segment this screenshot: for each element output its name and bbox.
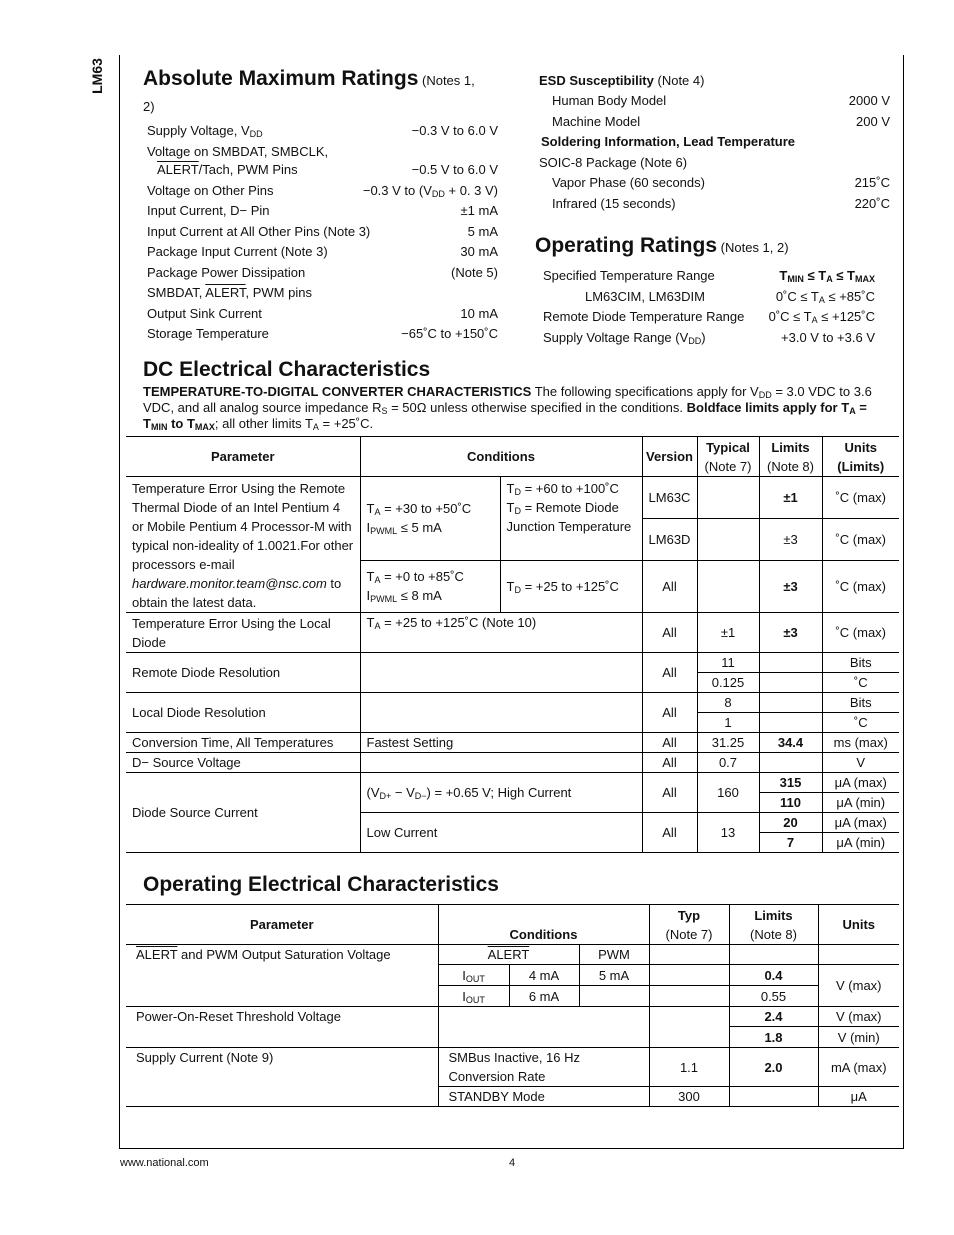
abs-max-heading [143,66,483,120]
esd-heading: ESD Susceptibility (Note 4) [539,73,705,88]
table-row: Supply Current (Note 9) SMBus Inactive, 16 Hz Conversion Rate 1.1 2.0 mA (max) [126,1048,899,1087]
solder-heading: Soldering Information, Lead Temperature [541,134,796,149]
table-row: Conversion Time, All Temperatures Fastest Setting All 31.25 34.4 ms (max) [126,733,899,753]
table-row: ALERT and PWM Output Saturation Voltage ALERT PWM [126,945,899,965]
table-row: 0.125 ˚C [126,673,899,693]
abs-max-title: Absolute Maximum Ratings [143,67,419,90]
spec-row: LM63CIM, LM63DIM 0˚C ≤ $T_A$ ≤ +85˚C [585,289,875,305]
spec-row: Vapor Phase (60 seconds) 215˚C [552,175,890,190]
spec-row: Output Sink Current 10 mA [147,306,498,321]
table-row: STANDBY Mode 300 μA [126,1087,899,1107]
table-row: $I_{OUT}$ 6 mA 0.55 [126,986,899,1007]
dc-intro: TEMPERATURE-TO-DIGITAL CONVERTER CHARACTERISTICS The following specifications apply for $V_{DD} = 3.0$ VDC to 3.6 VDC, and all analog source impedance $R_S = 50\Omega$ unless otherwise specified in the conditions. Boldface limits apply for $T_A = T_{MIN}$ to $T_{MAX}$; all other limits $T_A$ = +25˚C. [143,384,872,432]
spec-row: SMBDAT, ALERT, PWM pins [147,285,312,300]
page-number: 4 [509,1157,516,1169]
spec-row: Human Body Model 2000 V [552,93,890,108]
spec-row: Voltage on Other Pins −0.3 V to ($V_{DD} + 0$. 3 V) [147,183,498,199]
spec-row: Infrared (15 seconds) 220˚C [552,196,890,211]
spec-row: Storage Temperature −65˚C to +150˚C [147,326,498,341]
table-row: Temperature Error Using the Local Diode $T_A = +25$ to +125˚C (Note 10) All ±1 ±3 ˚C (max) [126,613,899,653]
table-row: Power-On-Reset Threshold Voltage 2.4 V (max) [126,1007,899,1027]
oec-title: Operating Electrical Characteristics [143,873,499,896]
table-row: Remote Diode Resolution All 11 Bits [126,653,899,673]
spec-row: Supply Voltage Range $(V_{DD})$ +3.0 V to +3.6 V [543,330,875,346]
spec-row: Voltage on SMBDAT, SMBCLK, [147,144,329,159]
dc-title: DC Electrical Characteristics [143,358,431,381]
table-row: $I_{OUT}$ 4 mA 5 mA 0.4 V (max) [126,965,899,986]
table-row: 1.8 V (min) [126,1027,899,1048]
side-label: LM63 [88,58,105,94]
table-row: D− Source Voltage All 0.7 V [126,753,899,773]
table-header-row: Parameter Conditions Version Typical (Note 7) Limits (Note 8) Units (Limits) [126,437,899,477]
spec-row: Package Power Dissipation (Note 5) [147,265,498,280]
spec-row: Machine Model 200 V [552,114,890,129]
oec-table [126,904,899,1107]
table-row: 110 μA (min) [126,793,899,813]
spec-row: Remote Diode Temperature Range 0˚C ≤ $T_A$ ≤ +125˚C [543,309,875,325]
spec-row: Input Current at All Other Pins (Note 3) 5 mA [147,224,498,239]
solder-sub: SOIC-8 Package (Note 6) [539,155,688,170]
table-row: $T_A = +0$ to +85˚C $I_{PWML} \le 8$ mA $T_D = +25$ to +125˚C All ±3 ˚C (max) [126,560,899,612]
abs-max-notes: (Notes 1, 2) [143,73,475,114]
table-row: Temperature Error Using the Remote Thermal Diode of an Intel Pentium 4 or Mobile Pentium 4 Processor-M with typical non-ideality of 1.0021.For other processors e-mail hardware.monitor.team@nsc.com to obtain the latest data. $T_A = +30$ to +50˚C $I_{PWML} \le 5$ mA $T_D = +60$ to +100˚C $T_D$ = Remote Diode Junction Temperature LM63C ±1 ˚C (max) [126,477,899,519]
table-row: Low Current All 13 20 μA (max) [126,813,899,833]
spec-row: Specified Temperature Range $T_{MIN} \le T_A \le T_{MAX}$ [543,268,875,284]
table-row: 7 μA (min) [126,833,899,853]
table-header-row: Parameter Conditions Typ (Note 7) Limits (Note 8) Units [126,905,899,945]
dc-table [126,436,899,853]
op-ratings-title: Operating Ratings [535,234,718,257]
spec-row: Input Current, D− Pin ±1 mA [147,203,498,218]
spec-row: ALERT/Tach, PWM Pins −0.5 V to 6.0 V [157,162,498,177]
table-row: 1 ˚C [126,713,899,733]
table-row: Diode Source Current $(V_{D+} - V_{D-}) = +0.65$ V; High Current All 160 315 μA (max) [126,773,899,793]
op-ratings-heading: Operating Ratings (Notes 1, 2) [535,234,789,257]
table-row: LM63D ±3 ˚C (max) [126,518,899,560]
footer-url[interactable]: www.national.com [120,1157,209,1169]
spec-row: Package Input Current (Note 3) 30 mA [147,244,498,259]
table-row: Local Diode Resolution All 8 Bits [126,693,899,713]
spec-row: Supply Voltage, $V_{DD}$ −0.3 V to 6.0 V [147,123,498,139]
